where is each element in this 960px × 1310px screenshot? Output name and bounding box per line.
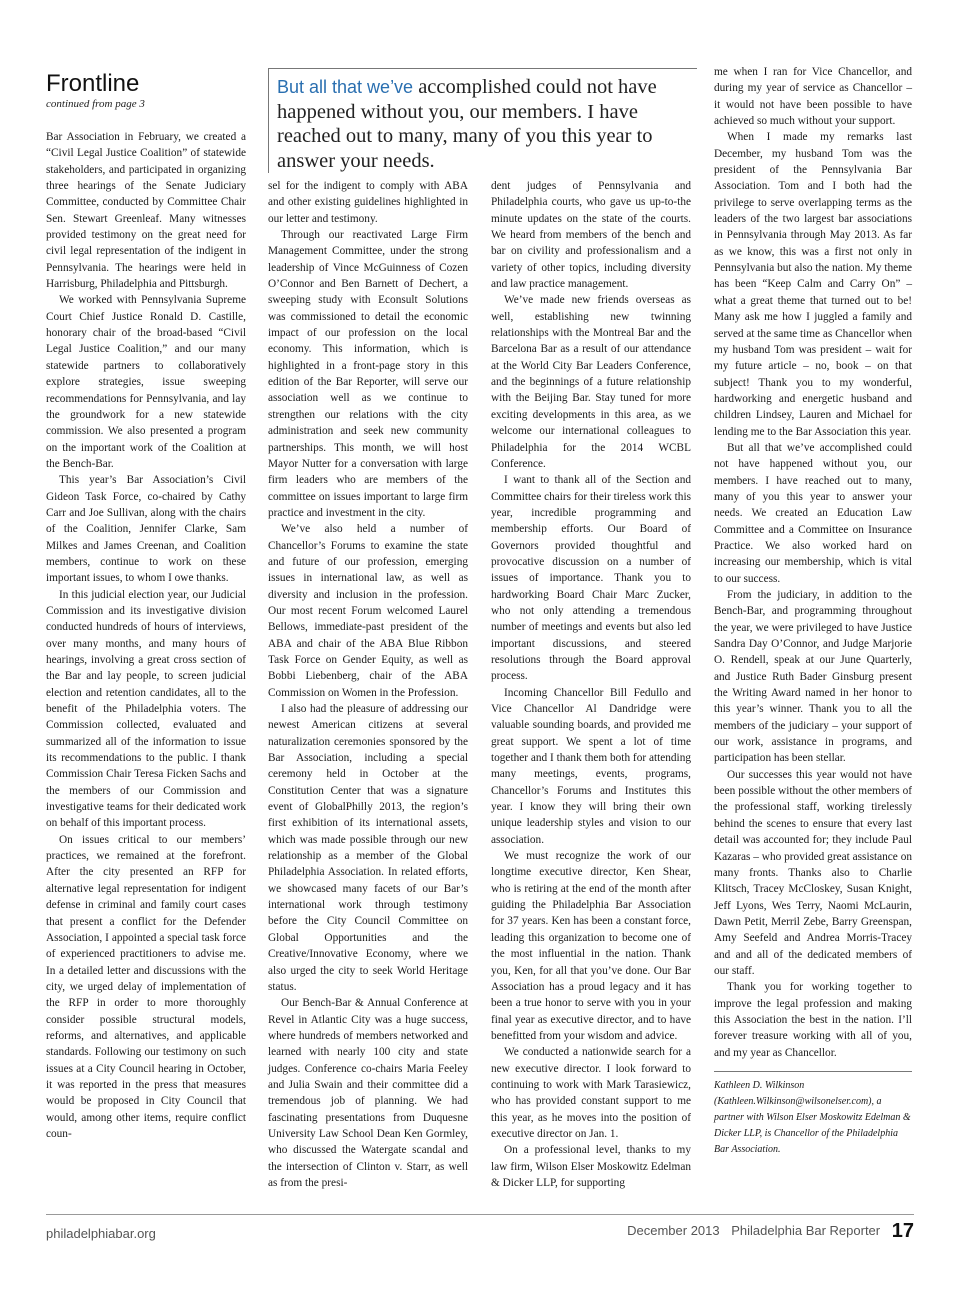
paragraph: We’ve also held a number of Chancellor’s Forums to examine the state and future of our profession, emerging issues in international law, as well as diversity and inclusion in the profession. Our most recent Forum welcomed Laurel Bellows, immediate-past president of the ABA and chair of the ABA Blue Ribbon Task Force on Gender Equity, as well as Bobbi Liebenberg, chair of the ABA Commission on Women in the Profession. bbox=[268, 523, 468, 699]
paragraph: On issues critical to our members’ practices, we remained at the forefront. After the city presented an RFP for alternative legal representation for indigent defense in criminal and family court cases that present a conflict for the Defender Association, I appointed a special task force of experienced practitioners to advise me. In a detailed letter and discussions with the city, we urged delay of implementation of the RFP in order to more thoroughly consider possible structural models, reforms, and alternatives, and applicable standards. Following our testimony on such issues at a City Council hearing in October, it was reported in the press that measures would be proposed in City Council that would, among other items, require conflict coun- bbox=[46, 833, 246, 1140]
article-column-2 bbox=[268, 178, 468, 1191]
continued-from-note: continued from page 3 bbox=[46, 98, 145, 110]
paragraph: I want to thank all of the Section and Committee chairs for their tireless work this year, incredible programming and membership efforts. Our Board of Governors provided thoughtful and provocative discussion on a number of issues of importance. Thank you to hardworking Board Chair Marc Zucker, who not only attending a tremendous number of meetings and events but also led important discussions, and steered resolutions through the Board approval process. bbox=[491, 474, 691, 683]
paragraph: sel for the indigent to comply with ABA and other existing guidelines highlighted in our letter and testimony. bbox=[268, 180, 468, 225]
paragraph: But all that we’ve accomplished could not have happened without you, our members. I have reached out to many, many of you this year to answer your needs. We created an Education Law Committee and a Committee on Insurance Practice. We also worked hard on increasing our membership, which is vital to our success. bbox=[714, 441, 912, 585]
paragraph: dent judges of Pennsylvania and Philadelphia courts, who gave us up-to-the minute updates on the state of the courts. We heard from members of the bench and bar on civility and professionalism and a variety of other topics, including diversity and law practice management. bbox=[491, 180, 691, 291]
paragraph: When I made my remarks last December, my husband Tom was the president of the Pennsylvania Bar Association. Tom and I both had the privilege to serve overlapping terms as the leaders of the two largest bar associations in Pennsylvania through May 2013. As far as we know, this was a first not only in Pennsylvania but also the nation. My theme has been “Keep Calm and Carry On” – what a great theme that turned out to be! Many ask me how I juggled a family and served at the same time as Chancellor when my husband Tom was president – wait for my future article – no, book – on that subject! Thank you to my wonderful, hardworking and energetic husband and children Lindsey, Lauren and Michael for lending me to the Bar Association this year. bbox=[714, 131, 912, 438]
paragraph: Our successes this year would not have been possible without the other members of the professional staff, working tirelessly behind the scenes to ensure that every last detail was accounted for; they include Paul Kazaras – who provided great assistance on many fronts. Thanks also to Charlie Klitsch, Tracey McCloskey, Susan Knight, Jeff Lyons, Wes Terry, Naomi McLaurin, Dawn Petit, Merril Zebe, Barry Greenspan, Amy Seefeld and Andrea Morris-Tracey and and all of the dedicated members of our staff. bbox=[714, 768, 912, 977]
article-column-3 bbox=[491, 178, 691, 1191]
paragraph: Thank you for working together to improve the legal profession and making this Association the best in the nation. I’ll forever treasure working with all of you, and my year as Chancellor. bbox=[714, 981, 912, 1059]
footer-date: December 2013 bbox=[627, 1223, 720, 1238]
paragraph: I also had the pleasure of addressing our newest American citizens at several naturalization ceremonies sponsored by the Bar Association, including a special ceremony held in October at the Constitution Center that was a signature event of GlobalPhilly 2013, the region’s first exhibition of its international assets, which was made possible through our new relationship as a member of the Global Philadelphia Association. In related efforts, we showcased many facets of our Bar’s international work through testimony before the City Council Committee on Global Opportunities and the Creative/Innovative Economy, where we also urged the city to seek World Heritage status. bbox=[268, 703, 468, 993]
paragraph: Bar Association in February, we created a “Civil Legal Justice Coalition” of statewide stakeholders, and participated in organizing three hearings of the Senate Judiciary Committee, conducted by Committee Chair Sen. Stewart Greenleaf. Many witnesses provided testimony on the great need for civil legal representation of the indigent in Pennsylvania. The hearings were held in Harrisburg, Philadelphia and Pittsburgh. bbox=[46, 131, 246, 291]
footer-publication: Philadelphia Bar Reporter bbox=[731, 1223, 881, 1238]
paragraph: Our Bench-Bar & Annual Conference at Revel in Atlantic City was a huge success, where hundreds of members networked and learned with nearly 100 city and state judges. Conference co-chairs Maria Feeley and Julia Swain and their committee did a tremendous job of planning. We had fascinating presentations from Duquesne University Law School Dean Ken Gormley, who discussed the Watergate scandal and the intersection of Clinton v. Starr, as well as from the presi- bbox=[268, 997, 468, 1189]
pull-quote-text: accomplished could not have happened without you, our members. I have reached out to many, many of you this year to answer your needs. bbox=[277, 76, 657, 172]
section-title: Frontline bbox=[46, 70, 140, 97]
paragraph: We conducted a nationwide search for a new executive director. I look forward to continuing to work with Mark Tarasiewicz, who has provided constant support to me this year, as he moves into the position of executive director on Jan. 1. bbox=[491, 1046, 691, 1140]
page-number: 17 bbox=[891, 1220, 914, 1242]
footer-publication-info bbox=[627, 1220, 914, 1243]
paragraph: We’ve made new friends overseas as well, establishing new twinning relationships with the Montreal Bar and the Barcelona Bar as a result of our attendance at the World City Bar Leaders Conference, and the beginnings of a future relationship with the Beijing Bar. Stay tuned for more exciting developments in this area, as we welcome our international colleagues to Philadelphia for the 2014 WCBL Conference. bbox=[491, 294, 691, 470]
paragraph: We must recognize the work of our longtime executive director, Ken Shear, who is retiring at the end of the month after guiding the Philadelphia Bar Association for 37 years. Ken has been a constant force, leading this organization to become one of the most influential in the nation. Thank you, Ken, for all that you’ve done. Our Bar Association has a proud legacy and it has been a true honor to serve with you in your final year as executive director, and to have benefitted from your wisdom and advice. bbox=[491, 850, 691, 1042]
article-column-4 bbox=[714, 64, 912, 1158]
author-bio: Kathleen D. Wilkinson (Kathleen.Wilkinson@wilsonelser.com), a partner with Wilson Elser Moskowitz Edelman & Dicker LLP, is Chancellor of the Philadelphia Bar Association. bbox=[714, 1071, 912, 1158]
paragraph: We worked with Pennsylvania Supreme Court Chief Justice Ronald D. Castille, honorary chair of the broad-based “Civil Legal Justice Coalition,” and our many statewide partners to collaboratively explore strategies, issue sweeping recommendations for Pennsylvania, and lay the groundwork for a new statewide commission. We also presented a program on the important work of the Coalition at the Bench-Bar. bbox=[46, 294, 246, 470]
footer-website: philadelphiabar.org bbox=[46, 1226, 156, 1241]
article-column-1 bbox=[46, 129, 246, 1142]
footer-divider bbox=[46, 1214, 914, 1215]
paragraph: Through our reactivated Large Firm Management Committee, under the strong leadership of Vince McGuinness of Cozen O’Connor and Ben Barnett of Dechert, a sweeping study with Econsult Solutions was commissioned to detail the economic impact of our profession on the local economy. This information, which is highlighted in a front-page story in this edition of the Bar Reporter, will serve our association well as we continue to strengthen our relations with the city administration and seek new community partnerships. This month, we will host Mayor Nutter for a conversation with large firm leaders who are members of the committee on issues important to large firm practice and investment in the city. bbox=[268, 229, 468, 519]
pull-quote bbox=[268, 68, 697, 173]
paragraph: me when I ran for Vice Chancellor, and during my year of service as Chancellor – it would not have been possible to have achieved so much without your support. bbox=[714, 66, 912, 128]
paragraph: On a professional level, thanks to my law firm, Wilson Elser Moskowitz Edelman & Dicker LLP, for supporting bbox=[491, 1144, 691, 1189]
paragraph: In this judicial election year, our Judicial Commission and its investigative division conducted hundreds of hours of interviews, over many months, and many hours of hearings, involving a great cross section of the Bar and lay people, to screen judicial election and retention candidates, all to the benefit of the Philadelphia voters. The Commission collected, evaluated and summarized all of the information to issue its recommendations to the public. I thank Commission Chair Teresa Ficken Sachs and the members of our Commission and investigative teams for their dedicated work on behalf of this important process. bbox=[46, 588, 246, 830]
paragraph: This year’s Bar Association’s Civil Gideon Task Force, co-chaired by Cathy Carr and Joe Sullivan, along with the chairs of the Coalition, Jennifer Clarke, Sam Milkes and James Creenan, and Coalition members, continue to work on these important issues, to whom I owe thanks. bbox=[46, 474, 246, 585]
paragraph: From the judiciary, in addition to the Bench-Bar, and programming throughout the year, we were privileged to have Justice Sandra Day O’Connor, and Judge Marjorie O. Rendell, speak at our June Quarterly, and Justice Ruth Bader Ginsburg present the Writing Award named in her honor to this year’s winner. Thank you to all the members of the judiciary – your support of our work, assistance in programs, and participation has been stellar. bbox=[714, 589, 912, 765]
pull-quote-lead: But all that we’ve bbox=[277, 77, 414, 97]
paragraph: Incoming Chancellor Bill Fedullo and Vice Chancellor Al Dandridge were valuable sounding boards, and provided me great support. We spent a lot of time together and I thank them both for attending many meetings, events, programs, Chancellor’s Forums and Institutes this year. I know they will bring their own unique leadership styles and vision to our association. bbox=[491, 686, 691, 846]
